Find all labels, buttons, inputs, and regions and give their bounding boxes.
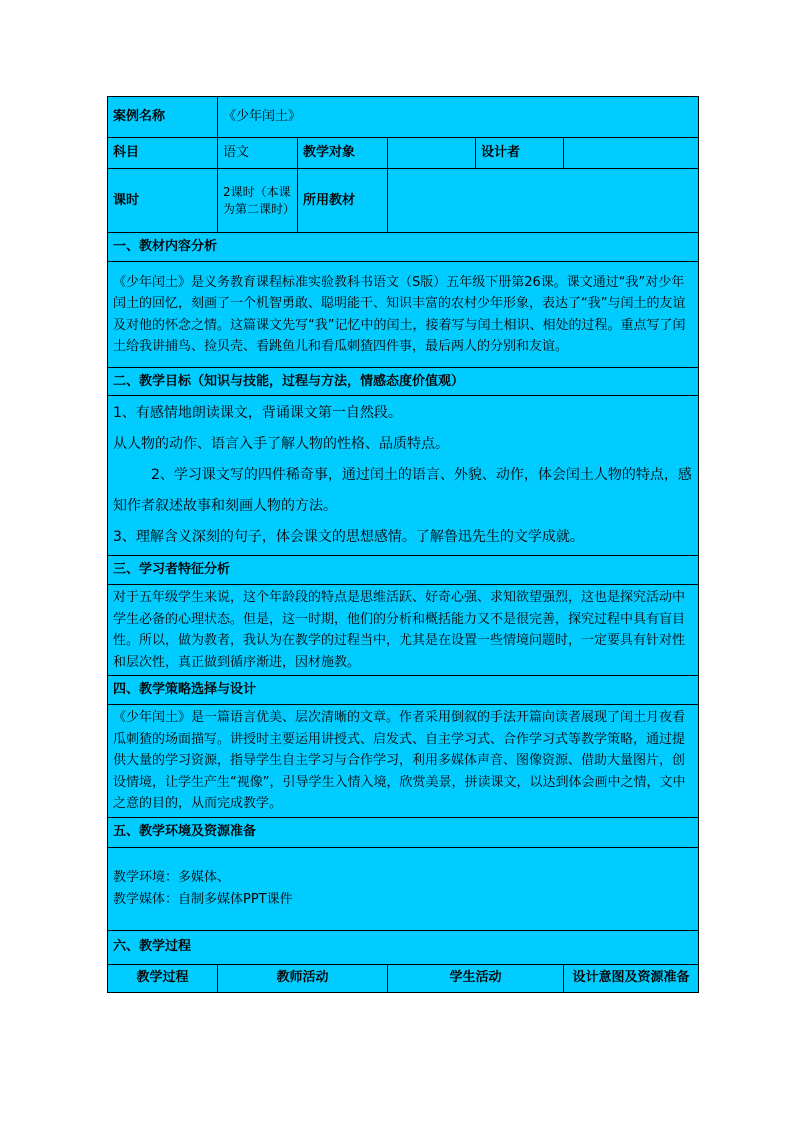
section-5-body (108, 847, 699, 930)
subject-label: 科目 (108, 138, 218, 169)
section-3-body: 对于五年级学生来说，这个年龄段的特点是思维活跃、好奇心强、求知欲望强烈，这也是探究活动中学生必备的心理状态。但是，这一时期，他们的分析和概括能力又不是很完善，探究过程中具有盲目性。所以，做为教者，我认为在教学的过程当中，尤其是在设置一些情境问题时，一定要具有针对性和层次性，真正做到循序渐进，因材施教。 (108, 585, 699, 676)
process-col-header: 教学过程 (108, 964, 218, 992)
period-value: 2课时（本课为第二课时） (218, 169, 298, 233)
section-2-body (108, 396, 699, 556)
textbook-label: 所用教材 (298, 169, 388, 233)
teacher-col-header: 教师活动 (218, 964, 388, 992)
objective-2: 2、学习课文写的四件稀奇事，通过闰土的语言、外貌、动作，体会闰土人物的特点，感知作者叙述故事和刻画人物的方法。 (113, 467, 692, 514)
section-4-title: 四、教学策略选择与设计 (108, 676, 699, 705)
designer-value (564, 138, 699, 169)
case-name-value: 《少年闰土》 (218, 97, 699, 138)
audience-value (388, 138, 476, 169)
section-6-title: 六、教学过程 (108, 930, 699, 964)
textbook-value (388, 169, 699, 233)
environment-line: 教学环境：多媒体、 (113, 870, 231, 885)
designer-label: 设计者 (476, 138, 564, 169)
section-1-title: 一、教材内容分析 (108, 233, 699, 262)
section-4-body: 《少年闰土》是一篇语言优美、层次清晰的文章。作者采用倒叙的手法开篇向读者展现了闰土月夜看瓜刺猹的场面描写。讲授时主要运用讲授式、启发式、自主学习式、合作学习式等教学策略，通过提供大量的学习资源，指导学生自主学习与合作学习，利用多媒体声音、图像资源、借助大量图片，创设情境，让学生产生“视像”，引导学生入情入境，欣赏美景，拼读课文，以达到体会画中之情，文中之意的目的，从而完成教学。 (108, 705, 699, 818)
media-line: 教学媒体：自制多媒体PPT课件 (113, 891, 293, 907)
objective-1: 1、有感情地朗读课文，背诵课文第一自然段。 (113, 405, 402, 421)
section-3-title: 三、学习者特征分析 (108, 556, 699, 585)
objective-1-detail: 从人物的动作、语言入手了解人物的性格、品质特点。 (113, 436, 449, 452)
section-2-title: 二、教学目标（知识与技能，过程与方法，情感态度价值观） (108, 368, 699, 396)
student-col-header: 学生活动 (388, 964, 564, 992)
objective-3: 3、理解含义深刻的句子，体会课文的思想感情。了解鲁迅先生的文学成就。 (113, 529, 584, 545)
section-1-body: 《少年闰土》是义务教育课程标准实验教科书语文（S版）五年级下册第26课。课文通过“我”对少年闰土的回忆，刻画了一个机智勇敢、聪明能干、知识丰富的农村少年形象，表达了“我”与闰土的友谊及对他的怀念之情。这篇课文先写“我”记忆中的闰土，接着写与闰土相识、相处的过程。重点写了闰土给我讲捕鸟、捡贝壳、看跳鱼儿和看瓜刺猹四件事，最后两人的分别和友谊。 (108, 262, 699, 368)
subject-value: 语文 (218, 138, 298, 169)
section-5-title: 五、教学环境及资源准备 (108, 817, 699, 847)
audience-label: 教学对象 (298, 138, 388, 169)
design-col-header: 设计意图及资源准备 (564, 964, 699, 992)
lesson-plan-table (107, 96, 699, 993)
case-name-label: 案例名称 (108, 97, 218, 138)
lesson-plan-document (107, 96, 698, 993)
period-label: 课时 (108, 169, 218, 233)
